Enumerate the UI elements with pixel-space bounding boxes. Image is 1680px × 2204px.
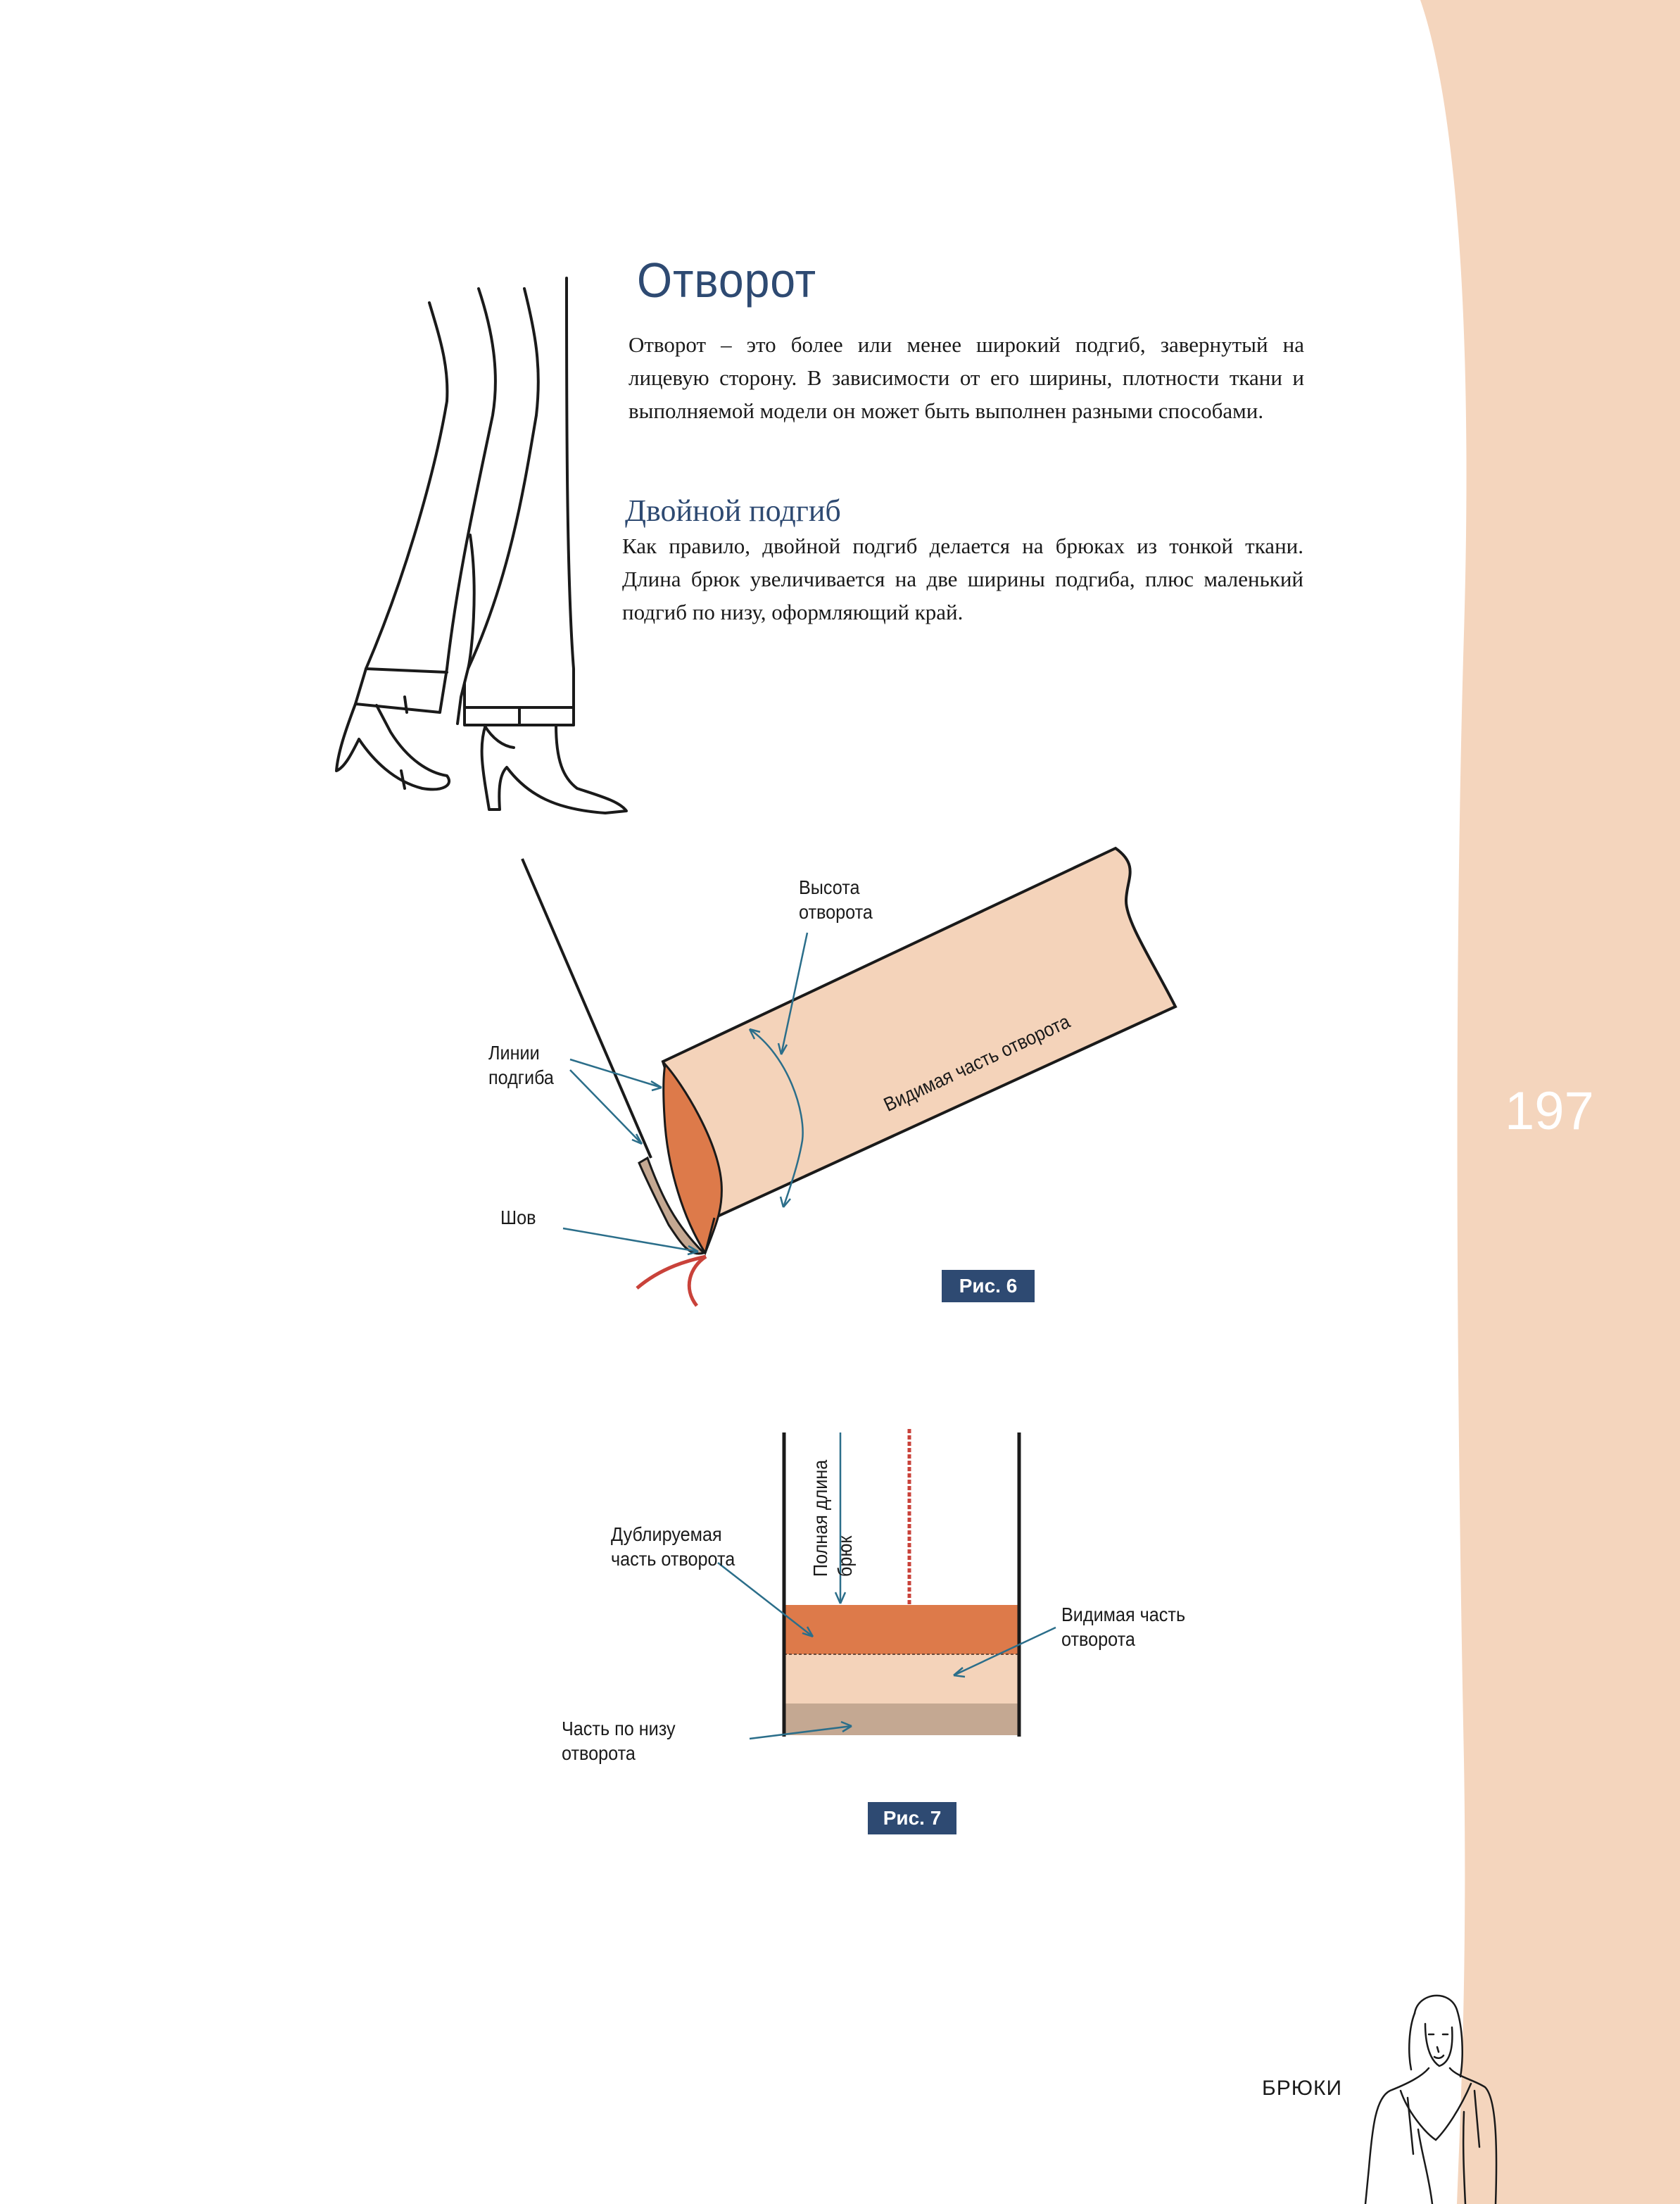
label-full-length: Полная длина брюк: [809, 1459, 856, 1577]
label-visible-part-of-cuff: Видимая часть отворота: [880, 1010, 1073, 1116]
figure6-badge: Рис. 6: [942, 1270, 1035, 1302]
subsection-title: Двойной подгиб: [625, 493, 841, 528]
intro-paragraph: Отворот – это более или менее широкий подгиб, завернутый на лицевую сторону. В зависимости от его ширины, плотности ткани и выполняемой модели он может быть выполнен разными способами.: [629, 332, 1304, 423]
label-visible-part: Видимая часть отворота: [1061, 1604, 1186, 1650]
label-fold-lines: Линии подгиба: [488, 1042, 554, 1088]
label-seam: Шов: [500, 1207, 536, 1228]
label-bottom-part: Часть по низу отворота: [562, 1718, 676, 1764]
figure7-badge: Рис. 7: [868, 1802, 956, 1834]
double-fold-paragraph: Как правило, двойной подгиб делается на брюках из тонкой ткани. Длина брюк увеличивается на две ширины подгиба, плюс маленький подгиб по низу, оформляющий край.: [622, 534, 1303, 624]
label-cuff-height: Высота отворота: [799, 876, 873, 923]
page-number: 197: [1505, 1081, 1594, 1141]
woman-figure-illustration: [1358, 1985, 1513, 2204]
label-duplicated-part: Дублируемая часть отворота: [611, 1523, 735, 1570]
section-title: Отворот: [637, 253, 817, 308]
trousers-legs-illustration: [324, 275, 648, 831]
section-name: БРЮКИ: [1262, 2077, 1343, 2100]
